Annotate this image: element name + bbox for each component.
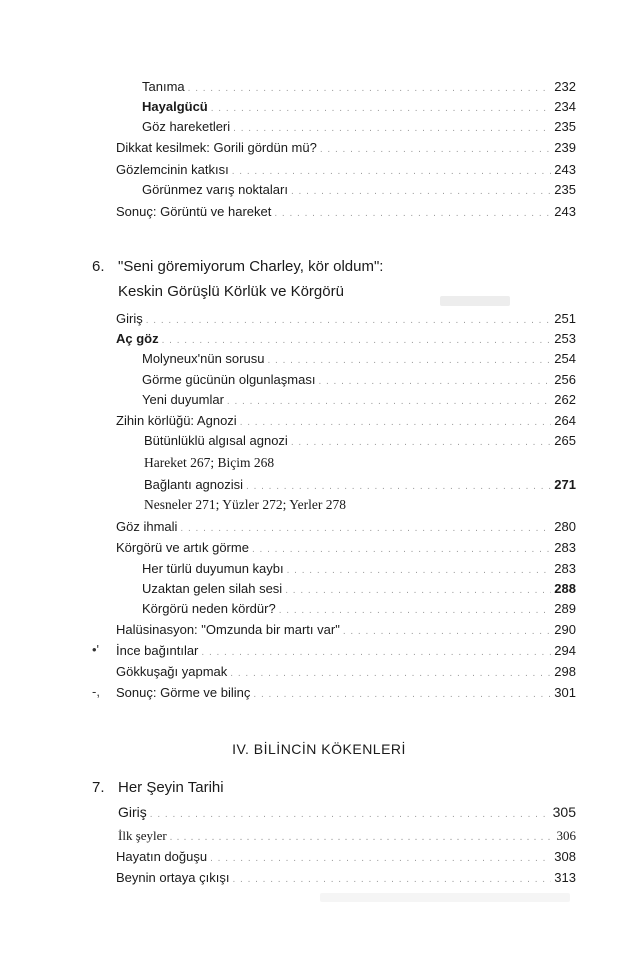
- leader-dots: [279, 603, 552, 619]
- toc-entry: [142, 119, 576, 137]
- toc-entry: [142, 392, 576, 410]
- page-number: 232: [554, 79, 576, 94]
- leader-dots: [233, 121, 551, 137]
- page-number: 235: [554, 182, 576, 197]
- toc-entry: [116, 685, 576, 703]
- page-number: 271: [554, 477, 576, 492]
- leader-dots: [201, 645, 551, 661]
- toc-entry: [116, 870, 576, 888]
- page-number: 234: [554, 99, 576, 114]
- leader-dots: [162, 333, 552, 349]
- toc-entry: [116, 519, 576, 537]
- leader-dots: [246, 479, 551, 495]
- toc-entry: [142, 351, 576, 369]
- page-number: 288: [554, 581, 576, 596]
- leader-dots: [274, 206, 551, 222]
- toc-entry: [116, 413, 576, 431]
- leader-dots: [253, 687, 551, 703]
- toc-entry: [142, 601, 576, 619]
- toc-entry: [116, 849, 576, 867]
- toc-entry: [142, 182, 576, 200]
- page-number: 290: [554, 622, 576, 637]
- leader-dots: [150, 807, 550, 823]
- toc-entry: [142, 79, 576, 97]
- entry-label: Hayalgücü: [142, 99, 208, 114]
- toc-entry: [116, 204, 576, 222]
- page-number: 308: [554, 849, 576, 864]
- toc-entry: [116, 622, 576, 640]
- page-number: 280: [554, 519, 576, 534]
- leader-dots: [227, 394, 551, 410]
- page-number: 283: [554, 561, 576, 576]
- leader-dots: [343, 624, 551, 640]
- page-number: 283: [554, 540, 576, 555]
- leader-dots: [285, 583, 551, 599]
- chapter-heading: [92, 257, 383, 277]
- chapter-number: 7.: [92, 779, 105, 796]
- page-number: 243: [554, 204, 576, 219]
- entry-label: Göz hareketleri: [142, 119, 231, 134]
- entry-label: Hayatın doğuşu: [116, 849, 208, 864]
- page-number: 301: [554, 685, 576, 700]
- leader-dots: [240, 415, 552, 431]
- page-number: 254: [554, 351, 576, 366]
- entry-label: Görme gücünün olgunlaşması: [142, 372, 316, 387]
- leader-dots: [232, 164, 552, 180]
- leader-dots: [232, 872, 551, 888]
- entry-label: Yeni duyumlar: [142, 392, 224, 407]
- page-number: 289: [554, 601, 576, 616]
- page-number: 262: [554, 392, 576, 407]
- chapter-title-line1: "Seni göremiyorum Charley, kör oldum":: [118, 258, 384, 275]
- page-number: 313: [554, 870, 576, 885]
- toc-entry: [142, 372, 576, 390]
- chapter-heading: [92, 778, 224, 798]
- page-number: 256: [554, 372, 576, 387]
- toc-entry: [144, 433, 576, 451]
- entry-label: Göz ihmali: [116, 519, 178, 534]
- page-number: 294: [554, 643, 576, 658]
- leader-dots: [267, 353, 551, 369]
- toc-entry: [116, 140, 576, 158]
- toc-entry: [116, 311, 576, 329]
- toc-entry: [142, 99, 576, 117]
- entry-label: Aç göz: [116, 331, 159, 346]
- entry-label: Giriş: [118, 804, 147, 820]
- chapter-subtitle: Keskin Görüşlü Körlük ve Körgörü: [118, 283, 344, 300]
- entry-label: Bütünlüklü algısal agnozi: [144, 433, 288, 448]
- toc-entry: [142, 561, 576, 579]
- leader-dots: [291, 184, 551, 200]
- entry-label: Tanıma: [142, 79, 185, 94]
- leader-dots: [210, 851, 551, 867]
- toc-entry: [116, 664, 576, 682]
- leader-dots: [320, 142, 551, 158]
- page-number: 243: [554, 162, 576, 177]
- leader-dots: [287, 563, 552, 579]
- entry-label: Görünmez varış noktaları: [142, 182, 288, 197]
- scan-smudge: [320, 893, 570, 902]
- entry-label: Körgörü ve artık görme: [116, 540, 249, 555]
- scan-smudge: [440, 296, 510, 306]
- entry-label: Her türlü duyumun kaybı: [142, 561, 284, 576]
- entry-label: Körgörü neden kördür?: [142, 601, 276, 616]
- entry-label: Zihin körlüğü: Agnozi: [116, 413, 237, 428]
- page-number: 298: [554, 664, 576, 679]
- entry-label: Halüsinasyon: "Omzunda bir martı var": [116, 622, 340, 637]
- page-number: 239: [554, 140, 576, 155]
- entry-label: Gökkuşağı yapmak: [116, 664, 228, 679]
- toc-entry: [118, 804, 576, 823]
- entry-label: Uzaktan gelen silah sesi: [142, 581, 283, 596]
- page-number: 253: [554, 331, 576, 346]
- page-number: 251: [554, 311, 576, 326]
- leader-dots: [170, 830, 554, 846]
- toc-entry: [118, 828, 576, 846]
- page-number: 265: [554, 433, 576, 448]
- subentry-line: Hareket 267; Biçim 268: [144, 455, 275, 470]
- toc-entry: [142, 581, 576, 599]
- entry-label: İlk şeyler: [118, 828, 167, 843]
- part-heading: IV. BİLİNCİN KÖKENLERİ: [232, 741, 406, 757]
- subentry-line: Nesneler 271; Yüzler 272; Yerler 278: [144, 497, 346, 512]
- leader-dots: [252, 542, 551, 558]
- leader-dots: [291, 435, 551, 451]
- entry-label: Bağlantı agnozisi: [144, 477, 244, 492]
- entry-label: Molyneux'nün sorusu: [142, 351, 265, 366]
- entry-label: Giriş: [116, 311, 143, 326]
- margin-mark: -,: [92, 684, 100, 699]
- chapter-number: 6.: [92, 258, 105, 275]
- toc-entry: [116, 643, 576, 661]
- page-number: 264: [554, 413, 576, 428]
- leader-dots: [230, 666, 551, 682]
- page-number: 235: [554, 119, 576, 134]
- entry-label: Sonuç: Görüntü ve hareket: [116, 204, 272, 219]
- chapter-title: Her Şeyin Tarihi: [118, 779, 224, 796]
- entry-label: İnce bağıntılar: [116, 643, 199, 658]
- margin-mark: •': [92, 642, 100, 657]
- entry-label: Gözlemcinin katkısı: [116, 162, 229, 177]
- entry-label: Beynin ortaya çıkışı: [116, 870, 230, 885]
- page-number: 306: [556, 828, 576, 843]
- leader-dots: [146, 313, 552, 329]
- entry-label: Dikkat kesilmek: Gorili gördün mü?: [116, 140, 317, 155]
- leader-dots: [180, 521, 551, 537]
- leader-dots: [188, 81, 552, 97]
- toc-entry: [116, 540, 576, 558]
- page-number: 305: [552, 804, 576, 820]
- toc-entry: [144, 477, 576, 495]
- toc-entry: [116, 331, 576, 349]
- leader-dots: [211, 101, 552, 117]
- leader-dots: [318, 374, 551, 390]
- toc-entry: [116, 162, 576, 180]
- entry-label: Sonuç: Görme ve bilinç: [116, 685, 251, 700]
